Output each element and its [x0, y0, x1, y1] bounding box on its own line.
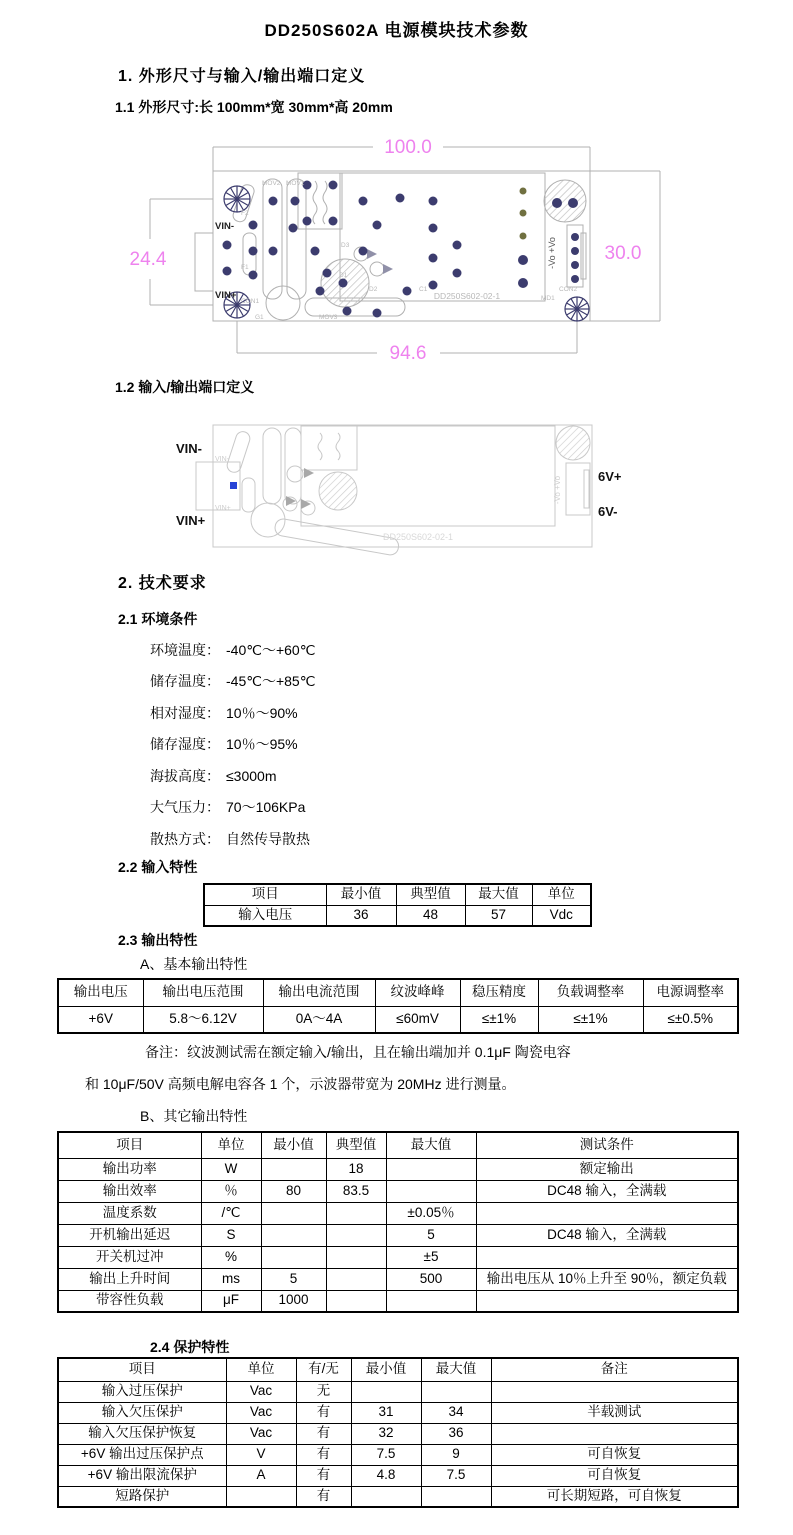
env-item: [150, 729, 570, 761]
port-6v-plus: 6V+: [598, 469, 622, 484]
table-cell: DC48 输入，全满载: [476, 1224, 738, 1246]
board-part-number: DD250S602-02-1: [433, 291, 501, 301]
table-cell: [326, 1224, 386, 1246]
table-cell: 57: [465, 905, 532, 926]
env-item: [150, 792, 570, 824]
table-cell: μF: [201, 1290, 261, 1312]
table-row: [58, 1202, 738, 1224]
table-cell: ±0.05％: [386, 1202, 476, 1224]
env-label: 储存温度：: [150, 673, 220, 690]
vo-label: -Vo +Vo: [547, 237, 557, 269]
column-header: 最大值: [386, 1132, 476, 1158]
table-cell: 1000: [261, 1290, 326, 1312]
table-cell: ≤±1%: [460, 1006, 538, 1033]
table-cell: DC48 输入，全满载: [476, 1180, 738, 1202]
table-row: [58, 1246, 738, 1268]
table-cell: [261, 1224, 326, 1246]
dim-bottom-label: 94.6: [389, 343, 427, 364]
column-header: 备注: [491, 1358, 738, 1381]
table-cell: [261, 1158, 326, 1180]
column-header: 输出电压范围: [143, 979, 263, 1006]
table-cell: /℃: [201, 1202, 261, 1224]
heading-section-2-4: 2.4 保护特性: [150, 1339, 230, 1355]
table-cell: [476, 1202, 738, 1224]
table-cell: 500: [386, 1268, 476, 1290]
table-row: [58, 1444, 738, 1465]
env-item: [150, 634, 570, 666]
pcb-dimension-drawing: [115, 133, 690, 378]
table-cell: 5.8～6.12V: [143, 1006, 263, 1033]
env-value: -45℃～+85℃: [226, 673, 316, 690]
dim-top-label: 100.0: [384, 137, 432, 158]
blue-marker: [230, 482, 237, 489]
env-item: [150, 697, 570, 729]
table-cell: Vac: [226, 1381, 296, 1402]
env-value: 70～106KPa: [226, 799, 306, 816]
env-value: 10％～95%: [226, 736, 298, 753]
table-cell: 9: [421, 1444, 491, 1465]
table-cell: 温度系数: [58, 1202, 201, 1224]
header-row: [58, 979, 738, 1006]
heading-section-2-1: 2.1 环境条件: [118, 611, 198, 627]
heading-section-1-2: 1.2 输入/输出端口定义: [115, 379, 255, 395]
column-header: 项目: [58, 1358, 226, 1381]
table-cell: [226, 1486, 296, 1507]
table-cell: [421, 1381, 491, 1402]
env-item: [150, 823, 570, 855]
env-label: 环境温度：: [150, 641, 220, 658]
table-cell: W: [201, 1158, 261, 1180]
ref-c1: C1: [419, 286, 428, 293]
column-header: 负载调整率: [538, 979, 643, 1006]
env-label: 海拔高度：: [150, 767, 220, 784]
table-cell: 输出功率: [58, 1158, 201, 1180]
table-cell: 80: [261, 1180, 326, 1202]
page-title: DD250S602A 电源模块技术参数: [264, 21, 529, 40]
dim-right-label: 30.0: [604, 243, 642, 264]
heading-section-2: 2. 技术要求: [118, 575, 207, 592]
table-cell: [476, 1246, 738, 1268]
other-output-table: [57, 1131, 739, 1313]
ref-md1: MD1: [541, 295, 555, 302]
env-label: 相对湿度：: [150, 704, 220, 721]
silk-vin-plus: VIN+: [215, 505, 231, 512]
table-cell: 有: [296, 1423, 351, 1444]
env-value: 10％～90%: [226, 704, 298, 721]
heading-section-1-1: 1.1 外形尺寸:长 100mm*宽 30mm*高 20mm: [115, 99, 393, 115]
column-header: 有/无: [296, 1358, 351, 1381]
header-row: [58, 1358, 738, 1381]
table-cell: 无: [296, 1381, 351, 1402]
column-header: 项目: [58, 1132, 201, 1158]
column-header: 单位: [226, 1358, 296, 1381]
table-cell: 输入过压保护: [58, 1381, 226, 1402]
table-cell: [386, 1158, 476, 1180]
column-header: 输出电流范围: [263, 979, 375, 1006]
table-cell: 短路保护: [58, 1486, 226, 1507]
ref-f2: F2: [241, 210, 249, 217]
silk-vin-minus: VIN-: [215, 456, 229, 463]
table-cell: [326, 1290, 386, 1312]
column-header: 电源调整率: [643, 979, 738, 1006]
column-header: 最大值: [465, 884, 532, 905]
heading-section-2-2: 2.2 输入特性: [118, 859, 198, 875]
table-cell: 7.5: [351, 1444, 421, 1465]
table-cell: 开机输出延迟: [58, 1224, 201, 1246]
env-label: 储存湿度：: [150, 736, 220, 753]
ref-d2: D2: [369, 286, 378, 293]
column-header: 项目: [204, 884, 326, 905]
table-cell: 有: [296, 1402, 351, 1423]
table-cell: 36: [326, 905, 396, 926]
table-cell: %: [201, 1246, 261, 1268]
table-cell: ≤±1%: [538, 1006, 643, 1033]
board-part-number: DD250S602-02-1: [382, 532, 454, 542]
ref-g1: G1: [255, 314, 264, 321]
table-cell: [421, 1486, 491, 1507]
table-cell: 48: [396, 905, 465, 926]
ref-d1: D1: [339, 272, 348, 279]
env-item: [150, 760, 570, 792]
table-cell: +6V: [58, 1006, 143, 1033]
label-other-output: B、其它输出特性: [140, 1108, 248, 1124]
table-cell: ≤±0.5%: [643, 1006, 738, 1033]
table-cell: 34: [421, 1402, 491, 1423]
heading-section-1: 1. 外形尺寸与输入/输出端口定义: [118, 68, 366, 85]
table-cell: [386, 1290, 476, 1312]
env-value: ≤3000m: [226, 767, 277, 784]
column-header: 最大值: [421, 1358, 491, 1381]
table-row: [58, 1465, 738, 1486]
table-cell: [351, 1381, 421, 1402]
table-cell: [491, 1381, 738, 1402]
table-cell: 半载测试: [491, 1402, 738, 1423]
ref-d3: D3: [341, 242, 350, 249]
table-cell: [326, 1268, 386, 1290]
table-row: [204, 905, 591, 926]
label-basic-output: A、基本输出特性: [140, 956, 248, 972]
table-cell: 0A～4A: [263, 1006, 375, 1033]
table-cell: [351, 1486, 421, 1507]
table-cell: 36: [421, 1423, 491, 1444]
table-row: [58, 1290, 738, 1312]
table-cell: 输出电压从 10％上升至 90％，额定负载: [476, 1268, 738, 1290]
env-label: 大气压力：: [150, 799, 220, 816]
table-cell: 开关机过冲: [58, 1246, 201, 1268]
dim-left-label: 24.4: [129, 249, 167, 270]
pcb-port-drawing: [168, 406, 713, 556]
table-cell: A: [226, 1465, 296, 1486]
vo-label: -Vo +Vo: [553, 475, 562, 505]
table-row: [58, 1158, 738, 1180]
ref-mov3: MOV3: [319, 314, 338, 321]
table-cell: 输出上升时间: [58, 1268, 201, 1290]
table-cell: 可长期短路，可自恢复: [491, 1486, 738, 1507]
table-cell: [326, 1246, 386, 1268]
ref-mov1: MOV1: [286, 180, 305, 187]
header-row: [204, 884, 591, 905]
table-cell: 带容性负载: [58, 1290, 201, 1312]
table-row: [58, 1402, 738, 1423]
table-cell: 5: [386, 1224, 476, 1246]
table-cell: [386, 1180, 476, 1202]
env-value: -40℃～+60℃: [226, 641, 316, 658]
environment-conditions: [150, 634, 570, 855]
table-cell: V: [226, 1444, 296, 1465]
table-row: [58, 1486, 738, 1507]
column-header: 最小值: [261, 1132, 326, 1158]
table-cell: 32: [351, 1423, 421, 1444]
table-cell: S: [201, 1224, 261, 1246]
column-header: 稳压精度: [460, 979, 538, 1006]
table-cell: Vac: [226, 1402, 296, 1423]
table-cell: [476, 1290, 738, 1312]
table-cell: 输入电压: [204, 905, 326, 926]
table-cell: 31: [351, 1402, 421, 1423]
mounting-hole: [565, 297, 589, 321]
vin-plus-label: VIN+: [215, 290, 237, 301]
table-cell: [491, 1423, 738, 1444]
table-cell: +6V 输出限流保护: [58, 1465, 226, 1486]
table-cell: 83.5: [326, 1180, 386, 1202]
table-row: [58, 1006, 738, 1033]
table-cell: [261, 1246, 326, 1268]
table-cell: Vac: [226, 1423, 296, 1444]
column-header: 单位: [201, 1132, 261, 1158]
table-row: [58, 1268, 738, 1290]
note-line-2: 和 10μF/50V 高频电解电容各 1 个，示波器带宽为 20MHz 进行测量。: [85, 1076, 516, 1092]
ref-mov2: MOV2: [262, 180, 281, 187]
env-value: 自然传导散热: [226, 830, 310, 847]
table-cell: 4.8: [351, 1465, 421, 1486]
column-header: 最小值: [351, 1358, 421, 1381]
table-cell: ≤60mV: [375, 1006, 460, 1033]
table-cell: Vdc: [532, 905, 591, 926]
table-cell: 输出效率: [58, 1180, 201, 1202]
table-cell: 18: [326, 1158, 386, 1180]
column-header: 典型值: [396, 884, 465, 905]
protection-table: [57, 1357, 739, 1508]
table-cell: 可自恢复: [491, 1444, 738, 1465]
heading-section-2-3: 2.3 输出特性: [118, 932, 198, 948]
table-cell: 输入欠压保护恢复: [58, 1423, 226, 1444]
table-row: [58, 1180, 738, 1202]
column-header: 单位: [532, 884, 591, 905]
env-item: [150, 666, 570, 698]
column-header: 典型值: [326, 1132, 386, 1158]
table-cell: ％: [201, 1180, 261, 1202]
table-cell: 输入欠压保护: [58, 1402, 226, 1423]
port-6v-minus: 6V-: [598, 504, 618, 519]
table-cell: 7.5: [421, 1465, 491, 1486]
table-row: [58, 1381, 738, 1402]
env-label: 散热方式：: [150, 830, 220, 847]
port-vin-plus: VIN+: [176, 513, 206, 528]
table-cell: 有: [296, 1465, 351, 1486]
table-cell: [326, 1202, 386, 1224]
table-cell: ±5: [386, 1246, 476, 1268]
table-cell: ms: [201, 1268, 261, 1290]
column-header: 测试条件: [476, 1132, 738, 1158]
table-cell: 额定输出: [476, 1158, 738, 1180]
table-row: [58, 1224, 738, 1246]
ref-con2: CON2: [559, 286, 578, 293]
table-row: [58, 1423, 738, 1444]
table-cell: 有: [296, 1486, 351, 1507]
ref-con1: CON1: [241, 298, 260, 305]
header-row: [58, 1132, 738, 1158]
column-header: 输出电压: [58, 979, 143, 1006]
note-line-1: 备注：纹波测试需在额定输入/输出，且在输出端加并 0.1μF 陶瓷电容: [145, 1044, 571, 1060]
column-header: 纹波峰峰: [375, 979, 460, 1006]
port-vin-minus: VIN-: [176, 441, 202, 456]
table-cell: +6V 输出过压保护点: [58, 1444, 226, 1465]
ref-f1: F1: [241, 264, 249, 271]
table-cell: 5: [261, 1268, 326, 1290]
basic-output-table: [57, 978, 739, 1034]
vin-minus-label: VIN-: [215, 221, 234, 232]
table-cell: 可自恢复: [491, 1465, 738, 1486]
table-cell: 有: [296, 1444, 351, 1465]
column-header: 最小值: [326, 884, 396, 905]
table-cell: [261, 1202, 326, 1224]
mounting-hole: [224, 186, 250, 212]
input-characteristics-table: [203, 883, 592, 927]
